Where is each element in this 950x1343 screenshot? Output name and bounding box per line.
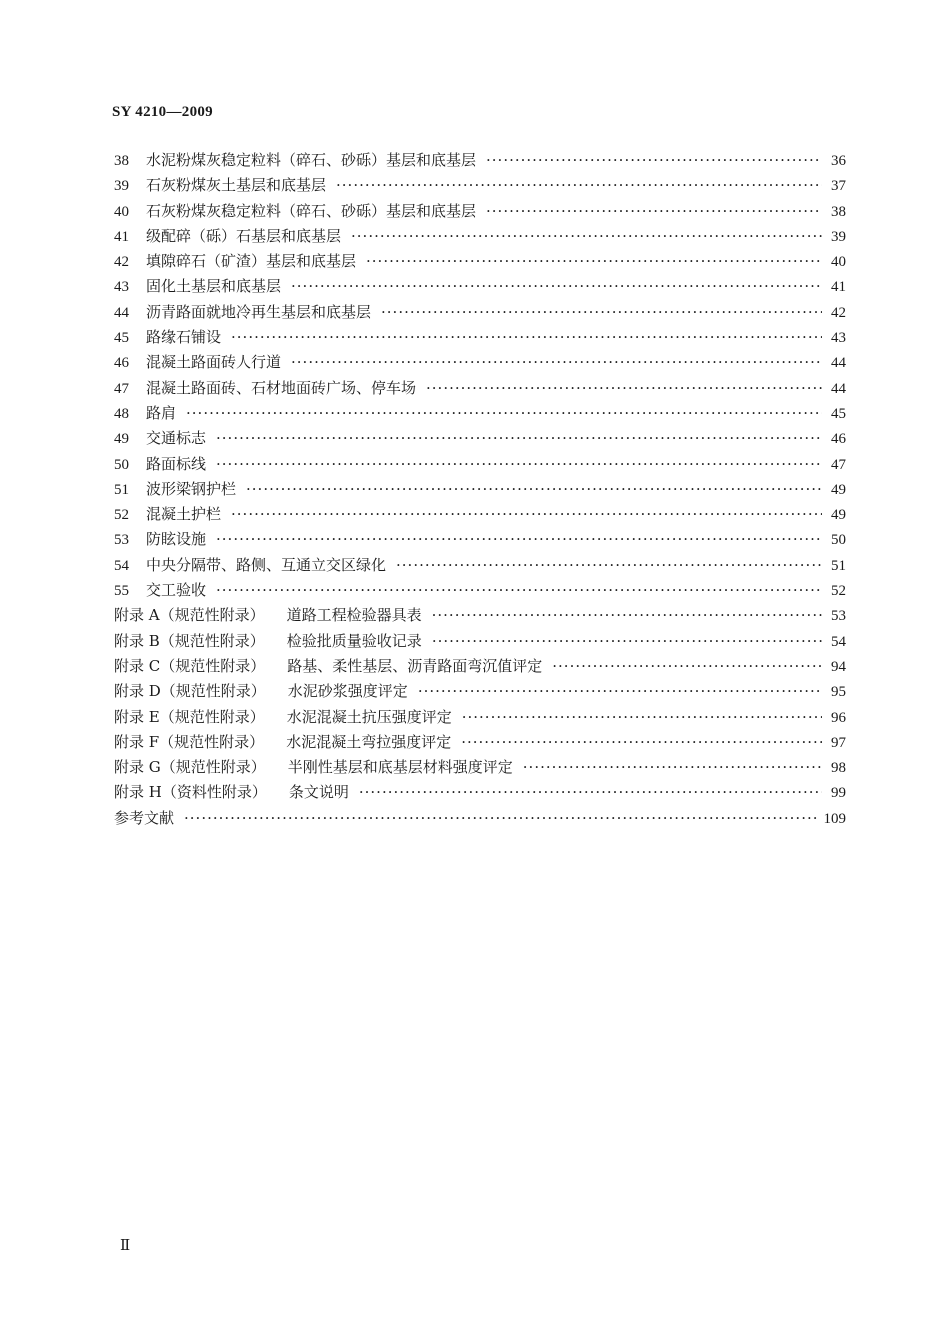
entry-number: 55 xyxy=(114,583,129,600)
dot-leader xyxy=(216,452,822,477)
appendix-page: 53 xyxy=(831,608,846,625)
entry-title: 路缘石铺设 xyxy=(146,328,222,347)
toc-entry[interactable] xyxy=(114,249,846,274)
entry-page: 41 xyxy=(831,279,846,296)
entry-title: 石灰粉煤灰土基层和底基层 xyxy=(146,176,327,195)
entry-page: 43 xyxy=(831,330,846,347)
appendix-title: 半刚性基层和底基层材料强度评定 xyxy=(287,758,513,777)
entry-number: 38 xyxy=(114,153,129,169)
dot-leader xyxy=(396,553,822,578)
toc-entry[interactable] xyxy=(114,274,846,299)
entry-title: 固化土基层和底基层 xyxy=(146,277,282,296)
dot-leader xyxy=(486,148,822,173)
references-page: 109 xyxy=(823,810,846,827)
entry-title: 中央分隔带、路侧、互通立交区绿化 xyxy=(146,555,387,574)
appendix-page: 98 xyxy=(831,760,846,777)
entry-number: 41 xyxy=(114,228,129,245)
entry-page: 46 xyxy=(831,431,846,448)
toc-appendix-entry[interactable] xyxy=(114,654,846,679)
entry-number: 39 xyxy=(114,178,129,195)
entry-number: 51 xyxy=(114,481,129,498)
entry-number: 40 xyxy=(114,203,129,220)
dot-leader xyxy=(216,426,822,451)
entry-title: 防眩设施 xyxy=(146,530,207,549)
entry-title: 波形梁钢护栏 xyxy=(146,479,237,498)
entry-number: 46 xyxy=(114,355,129,372)
appendix-label: 附录 C（规范性附录） xyxy=(114,656,266,675)
appendix-label: 附录 B（规范性附录） xyxy=(114,631,265,650)
dot-leader xyxy=(523,755,822,780)
dot-leader xyxy=(359,780,822,805)
dot-leader xyxy=(246,477,822,502)
toc-appendix-entry[interactable] xyxy=(114,705,846,730)
entry-title: 混凝土路面砖、石材地面砖广场、停车场 xyxy=(146,378,417,397)
entry-page: 52 xyxy=(831,583,846,600)
dot-leader xyxy=(216,578,822,603)
table-of-contents xyxy=(114,148,846,831)
toc-appendix-entry[interactable] xyxy=(114,679,846,704)
appendix-title: 检验批质量验收记录 xyxy=(286,631,422,650)
appendix-page: 95 xyxy=(831,684,846,701)
entry-number: 43 xyxy=(114,279,129,296)
toc-entry[interactable] xyxy=(114,350,846,375)
toc-entry[interactable] xyxy=(114,553,846,578)
appendix-page: 54 xyxy=(831,633,846,650)
dot-leader xyxy=(336,173,822,198)
appendix-page: 96 xyxy=(831,709,846,726)
entry-page: 44 xyxy=(831,355,846,372)
dot-leader xyxy=(461,730,822,755)
dot-leader xyxy=(351,224,822,249)
entry-page: 40 xyxy=(831,254,846,271)
entry-title: 路肩 xyxy=(146,403,177,422)
appendix-title: 路基、柔性基层、沥青路面弯沉值评定 xyxy=(287,656,543,675)
appendix-label: 附录 D（规范性附录） xyxy=(114,682,266,701)
toc-appendix-entry[interactable] xyxy=(114,603,846,628)
appendix-title: 水泥混凝土抗压强度评定 xyxy=(286,707,452,726)
entry-number: 50 xyxy=(114,456,129,473)
entry-title: 级配碎（砾）石基层和底基层 xyxy=(146,226,342,245)
entry-page: 44 xyxy=(831,380,846,397)
entry-title: 石灰粉煤灰稳定粒料（碎石、砂砾）基层和底基层 xyxy=(146,201,477,220)
dot-leader xyxy=(432,629,822,654)
dot-leader xyxy=(432,603,822,628)
appendix-label: 附录 E（规范性附录） xyxy=(114,707,265,726)
entry-number: 47 xyxy=(114,380,129,397)
entry-page: 37 xyxy=(831,178,846,195)
toc-entry[interactable] xyxy=(114,477,846,502)
entry-number: 54 xyxy=(114,557,129,574)
document-code: SY 4210—2009 xyxy=(112,104,213,120)
entry-number: 49 xyxy=(114,431,129,448)
toc-appendix-entry[interactable] xyxy=(114,780,846,805)
dot-leader xyxy=(216,527,822,552)
dot-leader xyxy=(291,350,822,375)
appendix-page: 99 xyxy=(831,785,846,802)
dot-leader xyxy=(231,325,822,350)
toc-references-entry[interactable] xyxy=(114,806,846,831)
entry-title: 混凝土护栏 xyxy=(146,505,222,524)
appendix-label: 附录 H（资料性附录） xyxy=(114,783,267,802)
toc-appendix-entry[interactable] xyxy=(114,730,846,755)
appendix-title: 水泥砂浆强度评定 xyxy=(287,682,408,701)
entry-title: 沥青路面就地冷再生基层和底基层 xyxy=(146,302,372,321)
toc-entry[interactable] xyxy=(114,199,846,224)
toc-entry[interactable] xyxy=(114,452,846,477)
entry-page: 45 xyxy=(831,405,846,422)
toc-entry[interactable] xyxy=(114,376,846,401)
toc-entry[interactable] xyxy=(114,300,846,325)
dot-leader xyxy=(366,249,822,274)
entry-page: 36 xyxy=(831,153,846,169)
appendix-label: 附录 A（规范性附录） xyxy=(114,606,265,625)
entry-page: 50 xyxy=(831,532,846,549)
entry-title: 混凝土路面砖人行道 xyxy=(146,353,282,372)
appendix-page: 97 xyxy=(831,734,846,751)
toc-appendix-entry[interactable] xyxy=(114,755,846,780)
toc-entry[interactable] xyxy=(114,578,846,603)
dot-leader xyxy=(184,806,817,831)
entry-number: 53 xyxy=(114,532,129,549)
appendix-title: 道路工程检验器具表 xyxy=(286,606,422,625)
dot-leader xyxy=(231,502,822,527)
dot-leader xyxy=(486,199,822,224)
entry-title: 交工验收 xyxy=(146,581,207,600)
entry-number: 45 xyxy=(114,330,129,347)
references-title: 参考文献 xyxy=(114,808,175,827)
entry-page: 38 xyxy=(831,203,846,220)
dot-leader xyxy=(381,300,822,325)
dot-leader xyxy=(462,705,822,730)
entry-page: 39 xyxy=(831,228,846,245)
dot-leader xyxy=(552,654,822,679)
toc-entry[interactable] xyxy=(114,173,846,198)
appendix-title: 条文说明 xyxy=(288,783,349,802)
entry-title: 路面标线 xyxy=(146,454,207,473)
entry-number: 52 xyxy=(114,507,129,524)
entry-title: 填隙碎石（矿渣）基层和底基层 xyxy=(146,252,357,271)
toc-entry[interactable] xyxy=(114,401,846,426)
dot-leader xyxy=(186,401,822,426)
toc-entry[interactable] xyxy=(114,527,846,552)
toc-entry[interactable] xyxy=(114,426,846,451)
entry-page: 51 xyxy=(831,557,846,574)
dot-leader xyxy=(418,679,822,704)
entry-number: 42 xyxy=(114,254,129,271)
dot-leader xyxy=(426,376,822,401)
appendix-label: 附录 F（规范性附录） xyxy=(114,732,265,751)
entry-page: 49 xyxy=(831,481,846,498)
entry-number: 48 xyxy=(114,405,129,422)
entry-page: 47 xyxy=(831,456,846,473)
toc-entry[interactable] xyxy=(114,148,846,173)
entry-title: 水泥粉煤灰稳定粒料（碎石、砂砾）基层和底基层 xyxy=(146,151,477,169)
toc-entry[interactable] xyxy=(114,502,846,527)
toc-entry[interactable] xyxy=(114,224,846,249)
entry-page: 49 xyxy=(831,507,846,524)
dot-leader xyxy=(291,274,822,299)
toc-entry[interactable] xyxy=(114,325,846,350)
entry-page: 42 xyxy=(831,304,846,321)
toc-appendix-entry[interactable] xyxy=(114,629,846,654)
page-number: Ⅱ xyxy=(120,1238,131,1254)
appendix-title: 水泥混凝土弯拉强度评定 xyxy=(286,732,452,751)
entry-title: 交通标志 xyxy=(146,429,207,448)
appendix-page: 94 xyxy=(831,658,846,675)
entry-number: 44 xyxy=(114,304,129,321)
appendix-label: 附录 G（规范性附录） xyxy=(114,758,266,777)
